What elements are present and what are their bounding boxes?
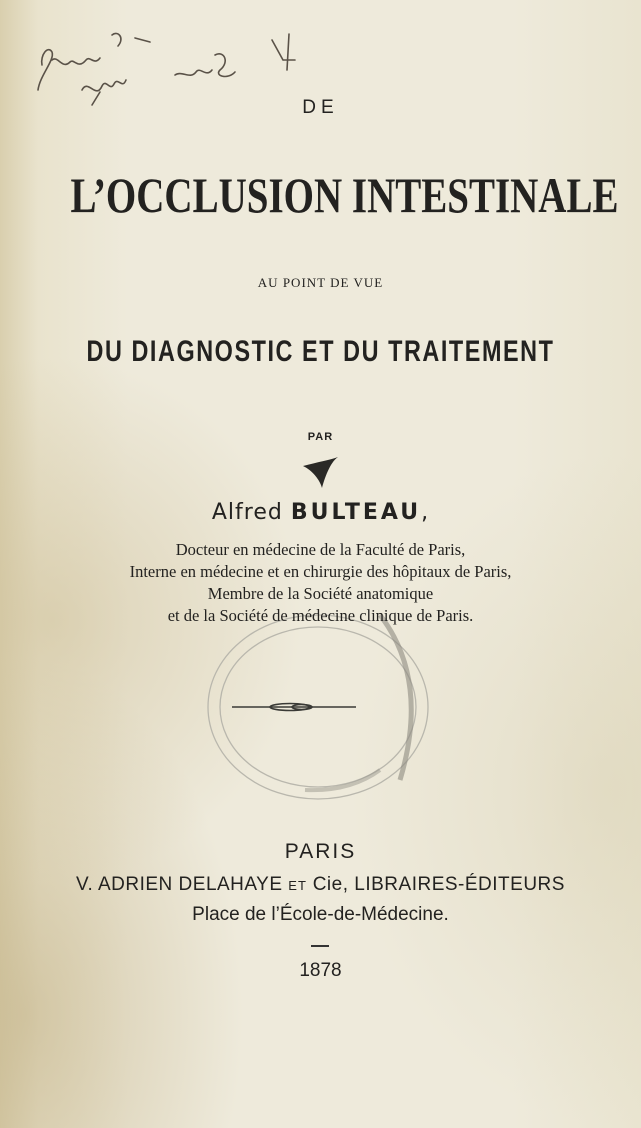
author-comma: , bbox=[421, 500, 430, 525]
publisher-et: ET bbox=[288, 878, 307, 893]
by-label: PAR bbox=[307, 431, 334, 443]
credential-line: Docteur en médecine de la Faculté de Paris, bbox=[175, 540, 466, 559]
author-name bbox=[0, 500, 641, 525]
publisher-name: V. ADRIEN DELAHAYE bbox=[76, 874, 283, 895]
publication-city: PARIS bbox=[284, 840, 357, 863]
subtitle: AU POINT DE VUE bbox=[257, 275, 384, 290]
credential-line: Interne en médecine et en chirurgie des hôpitaux de Paris, bbox=[129, 562, 512, 581]
publisher-address: Place de l’École-de-Médecine. bbox=[192, 904, 449, 925]
publisher-rest: , LIBRAIRES-ÉDITEURS bbox=[342, 874, 565, 895]
subtitle-diagnostic: DU DIAGNOSTIC ET DU TRAITEMENT bbox=[86, 335, 555, 368]
credential-line: et de la Société de médecine clinique de Paris. bbox=[167, 606, 474, 625]
main-title: L’OCCLUSION INTESTINALE bbox=[70, 167, 619, 223]
divider bbox=[311, 945, 329, 947]
credential-line: Membre de la Société anatomique bbox=[207, 584, 434, 603]
publisher-co: Cie bbox=[312, 874, 343, 895]
publication-year: 1878 bbox=[299, 960, 342, 981]
title-preposition: DE bbox=[302, 97, 339, 118]
publisher bbox=[0, 874, 641, 896]
author-last-name: BULTEAU bbox=[290, 500, 422, 525]
author-first-name: Alfred bbox=[211, 500, 283, 525]
